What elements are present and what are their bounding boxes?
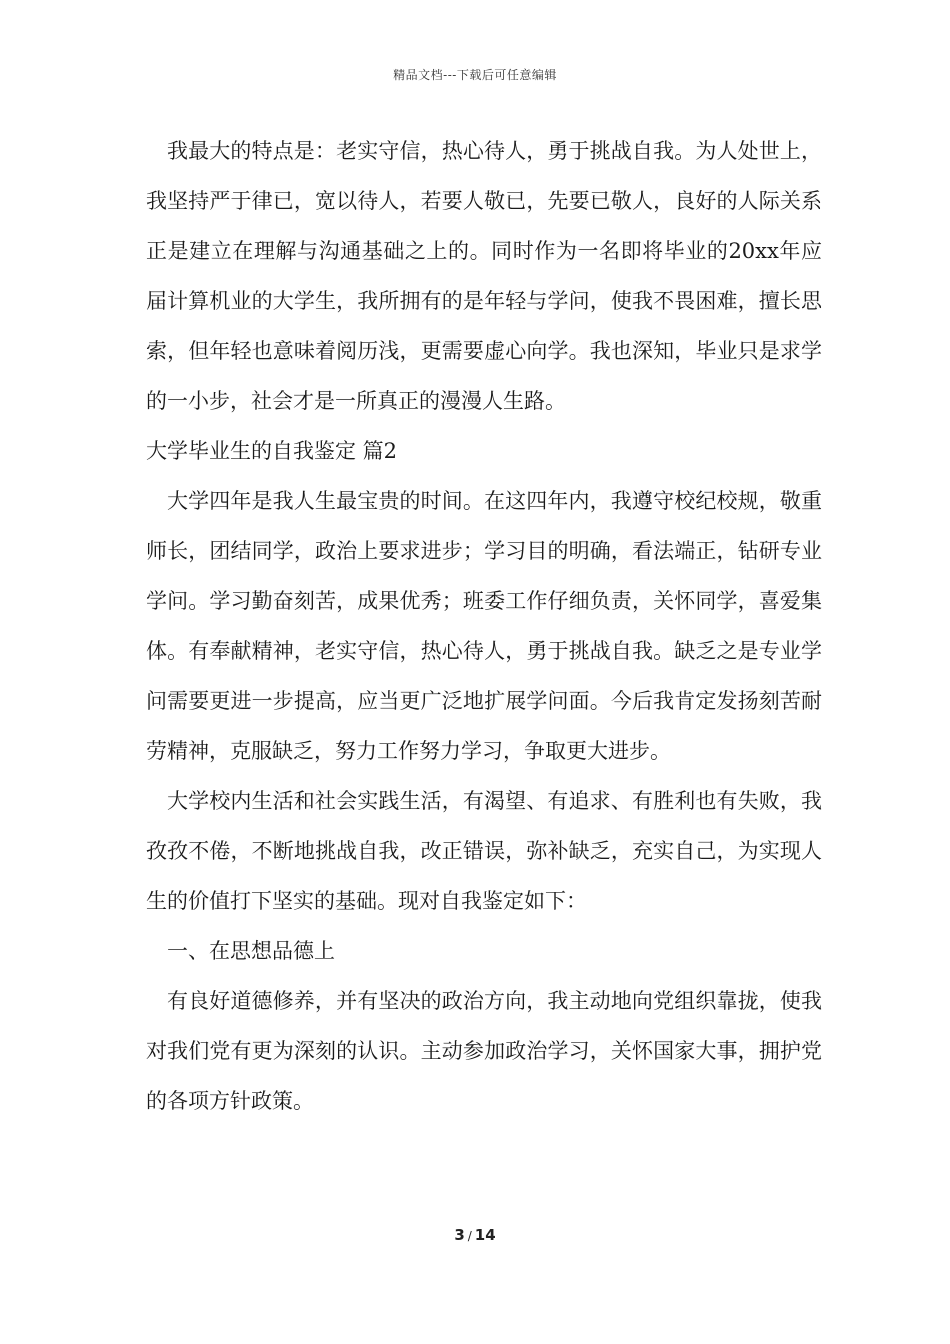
page-separator: / (467, 1229, 472, 1243)
document-body (146, 126, 822, 1126)
total-pages: 14 (474, 1226, 496, 1244)
page-number (0, 1226, 950, 1244)
paragraph-campus-life: 大学校内生活和社会实践生活，有渴望、有追求、有胜利也有失败，我孜孜不倦，不断地挑战自我，改正错误，弥补缺乏，充实自己，为实现人生的价值打下坚实的基础。现对自我鉴定如下： (146, 789, 822, 913)
paragraph-intro: 我最大的特点是：老实守信，热心待人，勇于挑战自我。为人处世上，我坚持严于律已，宽以待人，若要人敬已，先要已敬人，良好的人际关系正是建立在理解与沟通基础之上的。同时作为一名即将毕业的20xx年应届计算机业的大学生，我所拥有的是年轻与学问，使我不畏困难，擅长思索，但年轻也意味着阅历浅，更需要虚心向学。我也深知，毕业只是求学的一小步，社会才是一所真正的漫漫人生路。 (146, 139, 822, 413)
paragraph-university-years: 大学四年是我人生最宝贵的时间。在这四年内，我遵守校纪校规，敬重师长，团结同学，政治上要求进步；学习目的明确，看法端正，钻研专业学问。学习勤奋刻苦，成果优秀；班委工作仔细负责，关怀同学，喜爱集体。有奉献精神，老实守信，热心待人，勇于挑战自我。缺乏之是专业学问需要更进一步提高，应当更广泛地扩展学问面。今后我肯定发扬刻苦耐劳精神，克服缺乏，努力工作努力学习，争取更大进步。 (146, 489, 822, 763)
current-page: 3 (454, 1226, 465, 1244)
paragraph-morality: 有良好道德修养，并有坚决的政治方向，我主动地向党组织靠拢，使我对我们党有更为深刻的认识。主动参加政治学习，关怀国家大事，拥护党的各项方针政策。 (146, 989, 822, 1113)
subheading-morality: 一、在思想品德上 (167, 939, 335, 963)
page-header-note: 精品文档---下载后可任意编辑 (393, 68, 557, 82)
section-heading: 大学毕业生的自我鉴定 篇2 (146, 439, 398, 463)
